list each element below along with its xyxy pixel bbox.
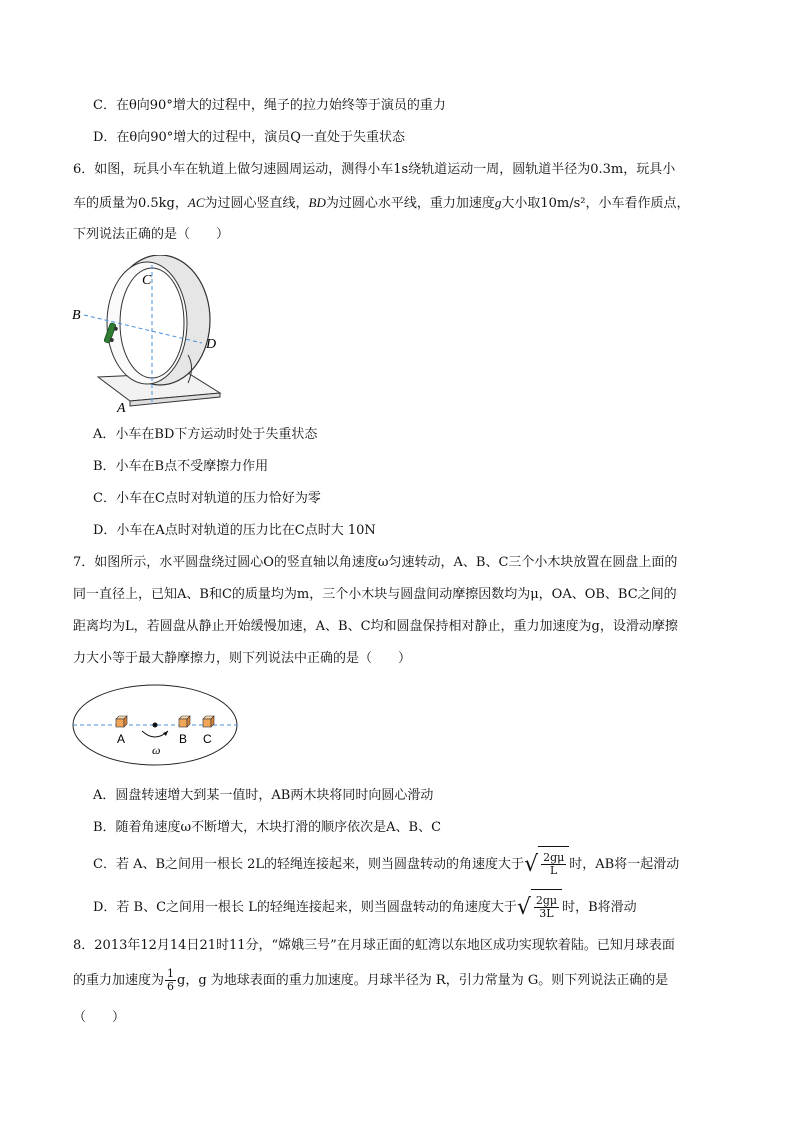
q7-option-a: A．圆盘转速增大到某一值时，AB两木块将同时向圆心滑动 <box>93 788 434 803</box>
label-c: C <box>142 273 152 288</box>
q6-stem-line3: 下列说法正确的是（ ） <box>73 227 230 242</box>
label-omega: ω <box>152 743 161 757</box>
q7-option-d: D．若 B、C之间用一根长 L的轻绳连接起来，则当圆盘转动的角速度大于 √ $\frac{2g\mu}{3L}$ 时，B将滑动 <box>93 889 637 926</box>
label-c: C <box>203 732 212 746</box>
q6-option-a: A．小车在BD下方运动时处于失重状态 <box>93 427 318 442</box>
q8-stem-line2: 的重力加速度为 $\frac{1}{6}$ g，g 为地球表面的重力加速度。月球半径为 R，引力常量为 G。则下列说法正确的是 <box>73 967 669 993</box>
q7-option-b: B．随着角速度ω不断增大，木块打滑的顺序依次是A、B、C <box>93 820 442 835</box>
q6-option-b: B．小车在B点不受摩擦力作用 <box>93 459 269 474</box>
q7-stem-line2: 同一直径上，已知A、B和C的质量均为m，三个小木块与圆盘间动摩擦因数均为μ，OA、OB、BC之间的 <box>73 587 677 602</box>
label-b: B <box>72 308 81 323</box>
q7-stem-line4: 力大小等于最大静摩擦力，则下列说法中正确的是（ ） <box>73 651 412 666</box>
q5-option-c: C．在θ向90°增大的过程中，绳子的拉力始终等于演员的重力 <box>93 98 446 113</box>
q8-stem-line3: （ ） <box>73 1010 126 1025</box>
block-b-icon <box>179 716 190 727</box>
q8-stem-line1: 8．2013年12月14日21时11分，“嫦娥三号”在月球正面的虹湾以东地区成功实现软着陆。已知月球表面 <box>73 938 675 953</box>
q6-option-c: C．小车在C点时对轨道的压力恰好为零 <box>93 491 321 506</box>
label-b: B <box>179 732 188 746</box>
block-c-icon <box>203 716 214 727</box>
q6-option-d: D．小车在A点时对轨道的压力比在C点时大 10N <box>93 523 376 538</box>
q7-stem-line3: 距离均为L，若圆盘从静止开始缓慢加速，A、B、C均和圆盘保持相对静止，重力加速度为g，设滑动摩擦 <box>73 619 678 634</box>
label-a: A <box>117 401 126 416</box>
q6-stem-line1: 6．如图，玩具小车在轨道上做匀速圆周运动，测得小车1s绕轨道运动一周，圆轨道半径为0.3m，玩具小 <box>73 162 676 177</box>
center-o <box>153 723 158 728</box>
block-a-icon <box>116 716 127 727</box>
q6-stem-line2: 车的质量为0.5kg，AC为过圆心竖直线，BD为过圆心水平线，重力加速度g大小取10m/s²，小车看作质点， <box>73 195 690 211</box>
label-d: D <box>206 337 217 352</box>
label-a: A <box>117 732 126 746</box>
q7-option-c: C．若 A、B之间用一根长 2L的轻绳连接起来，则当圆盘转动的角速度大于 √ $\frac{2g\mu}{L}$ 时，AB将一起滑动 <box>93 846 679 883</box>
q7-stem-line1: 7．如图所示，水平圆盘绕过圆心O的竖直轴以角速度ω匀速转动，A、B、C三个小木块放置在圆盘上面的 <box>73 555 678 570</box>
q6-loop-track-figure <box>70 255 230 417</box>
q5-option-d: D．在θ向90°增大的过程中，演员Q一直处于失重状态 <box>93 130 405 145</box>
q7-disk-figure <box>70 683 240 767</box>
